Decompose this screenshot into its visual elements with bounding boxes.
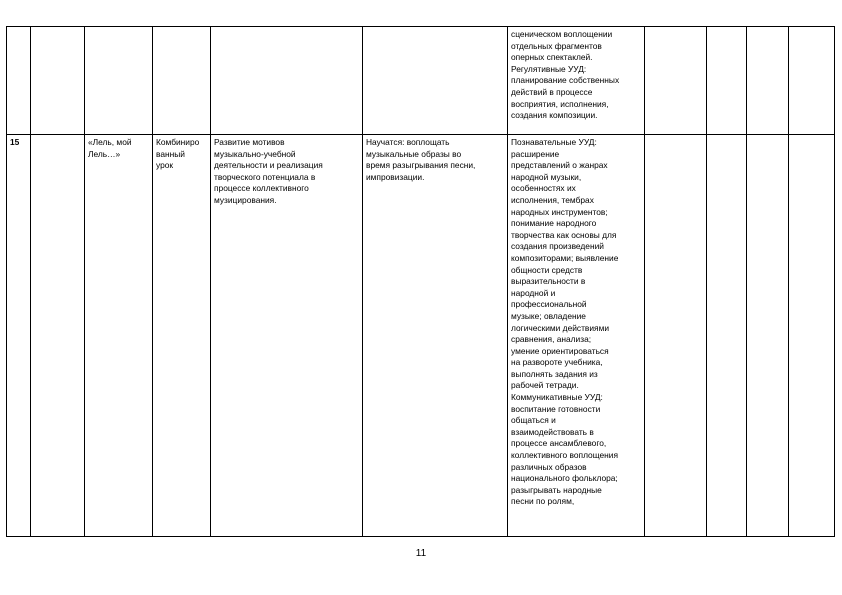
table-row bbox=[7, 27, 835, 135]
personal-results-cell: Развитие мотивов музыкально-учебной деятельности и реализация творческого потенциала в процессе коллективного музицирования. bbox=[211, 135, 363, 537]
lesson-number-cell: 15 bbox=[7, 135, 31, 537]
lesson-type-cell: Комбиниро ванный урок bbox=[153, 135, 211, 537]
table-cell bbox=[789, 135, 835, 537]
uud-cell: сценическом воплощении отдельных фрагментов оперных спектаклей. Регулятивные УУД: планирование собственных действий в процессе восприятия, исполнения, создания композиции. bbox=[508, 27, 645, 135]
lesson-topic-cell: «Лель, мой Лель…» bbox=[85, 135, 153, 537]
table-cell bbox=[31, 27, 85, 135]
table-cell bbox=[153, 27, 211, 135]
table-cell bbox=[645, 135, 707, 537]
table-cell bbox=[707, 135, 747, 537]
uud-cell: Познавательные УУД: расширение представлений о жанрах народной музыки, особенностях их исполнения, тембрах народных инструментов; понимание народного творчества как основы для создания произведений композиторами; выявление общности средств выразительности в народной и профессиональной музыке; овладение логическими действиями сравнения, анализа; умение ориентироваться на развороте учебника, выполнять задания из рабочей тетради. Коммуникативные УУД: воспитание готовности общаться и взаимодействовать в процессе ансамблевого, коллективного воплощения различных образов национального фольклора; разыгрывать народные песни по ролям, bbox=[508, 135, 645, 537]
table-cell bbox=[707, 27, 747, 135]
table-cell bbox=[363, 27, 508, 135]
lesson-plan-table bbox=[6, 26, 835, 537]
table-cell bbox=[31, 135, 85, 537]
table-cell bbox=[85, 27, 153, 135]
table-cell bbox=[747, 135, 789, 537]
table-cell bbox=[211, 27, 363, 135]
table-cell bbox=[789, 27, 835, 135]
table-cell bbox=[747, 27, 789, 135]
table-cell bbox=[7, 27, 31, 135]
page-number: 11 bbox=[415, 548, 427, 559]
table-row bbox=[7, 135, 835, 537]
table-cell bbox=[645, 27, 707, 135]
subject-results-cell: Научатся: воплощать музыкальные образы во время разыгрывания песни, импровизации. bbox=[363, 135, 508, 537]
